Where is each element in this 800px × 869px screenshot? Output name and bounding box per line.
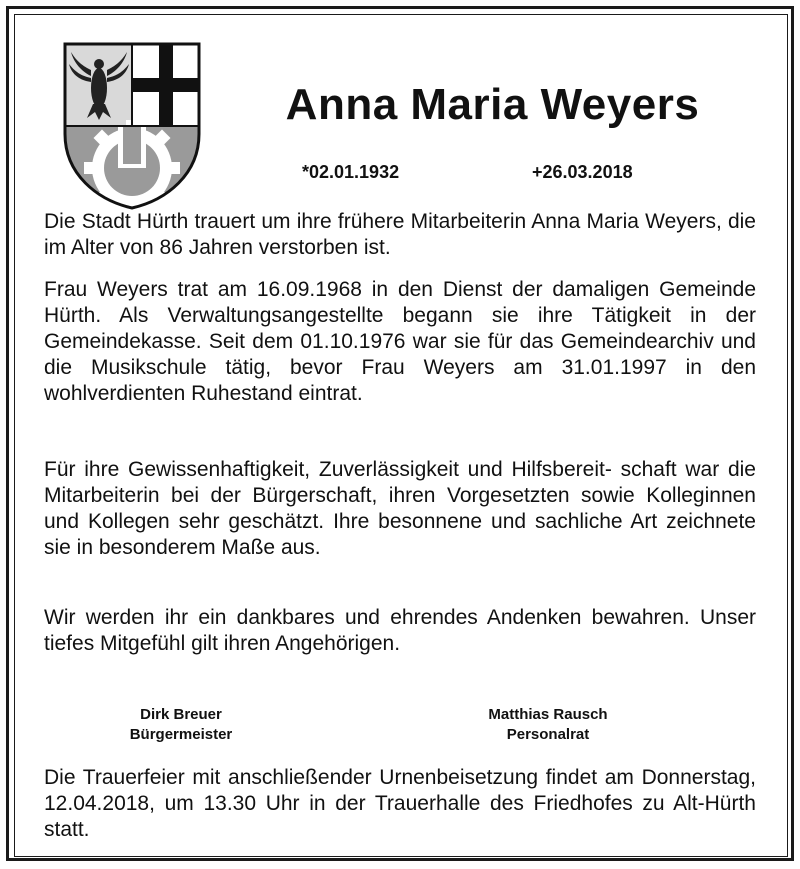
condolence-paragraph: Wir werden ihr ein dankbares und ehrendes Andenken bewahren. Unser tiefes Mitgefühl gilt ihren Angehörigen.	[44, 606, 756, 655]
career-paragraph: Frau Weyers trat am 16.09.1968 in den Dienst der damaligen Gemeinde Hürth. Als Verwaltungsangestellte begann sie ihre Tätigkeit in der Gemeindekasse. Seit dem 01.10.1976 war sie für das Gemeindearchiv und die Musikschule tätig, bevor Frau Weyers am 31.01.1997 in den wohlverdienten Ruhestand eintrat.	[44, 278, 756, 405]
signature-name: Dirk Breuer	[140, 706, 222, 723]
signature-staff-council	[448, 705, 648, 745]
birth-date: *02.01.1932	[302, 162, 400, 182]
appreciation-paragraph: Für ihre Gewissenhaftigkeit, Zuverlässigkeit und Hilfsbereit- schaft war die Mitarbeiterin bei der Bürgerschaft, ihren Vorgesetzten sowie Kolleginnen und Kollegen sehr geschätzt. Ihre besonnene und sachliche Art zeichnete sie in besonderem Maße aus.	[44, 458, 756, 559]
signature-name: Matthias Rausch	[488, 706, 608, 723]
funeral-paragraph: Die Trauerfeier mit anschließender Urnenbeisetzung findet am Donnerstag, 12.04.2018, um 13.30 Uhr in der Trauerhalle des Friedhofes zu Alt-Hürth statt.	[44, 766, 756, 841]
deceased-name: Anna Maria Weyers	[285, 80, 700, 129]
signature-role: Personalrat	[506, 726, 590, 743]
coat-of-arms-icon	[63, 42, 201, 210]
death-date: +26.03.2018	[532, 162, 633, 182]
signature-mayor	[96, 705, 266, 745]
intro-paragraph: Die Stadt Hürth trauert um ihre frühere Mitarbeiterin Anna Maria Weyers, die im Alter von 86 Jahren verstorben ist.	[44, 210, 756, 259]
signature-role: Bürgermeister	[129, 726, 233, 743]
